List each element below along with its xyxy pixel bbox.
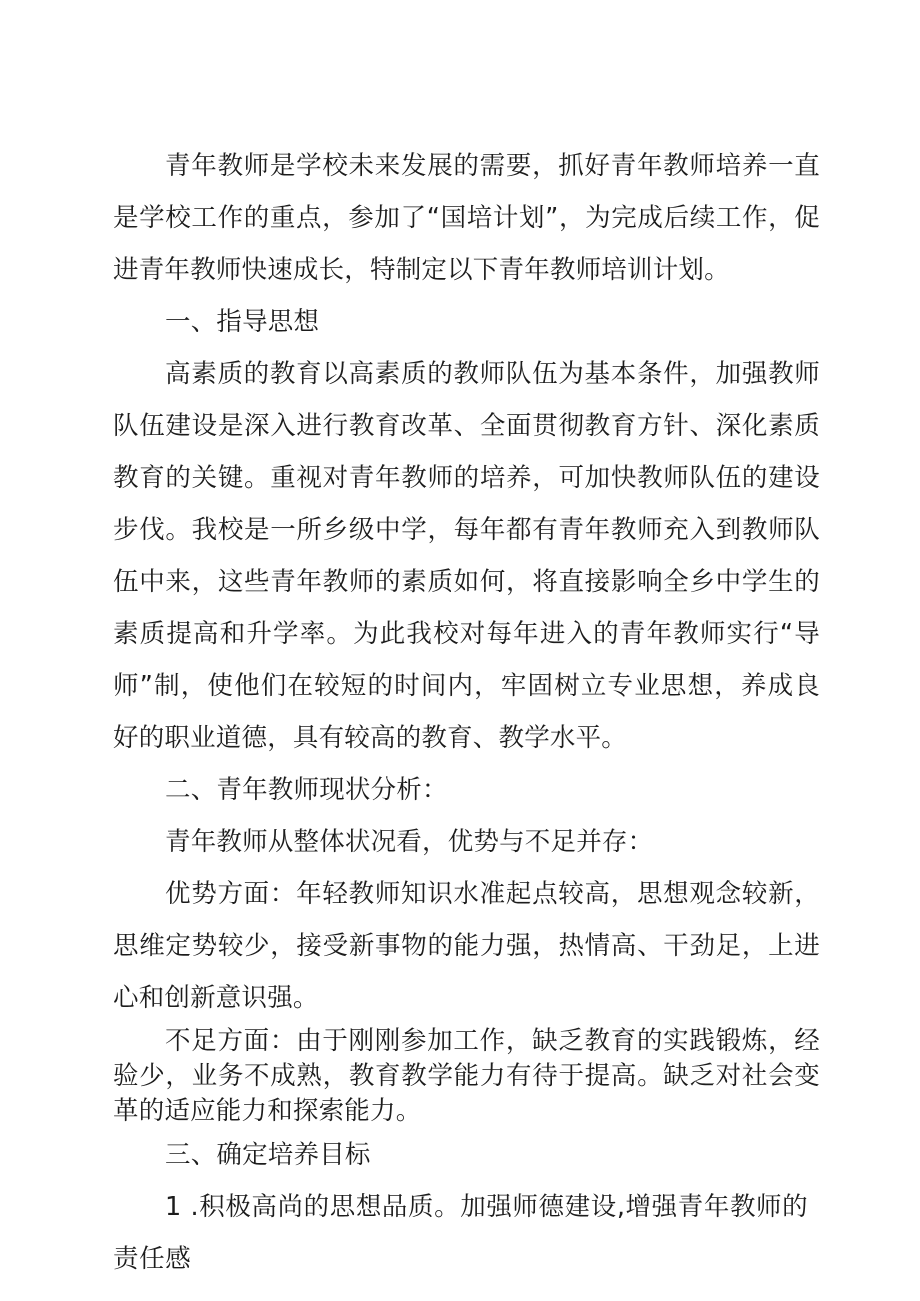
section-heading-one: 一、指导思想	[165, 307, 320, 337]
document-text-body	[113, 140, 820, 1285]
paragraph-intro: 青年教师是学校未来发展的需要，抓好青年教师培养一直是学校工作的重点，参加了“国培计划”，为完成后续工作，促进青年教师快速成长，特制定以下青年教师培训计划。	[113, 151, 820, 285]
paragraph-disadvantages: 不足方面：由于刚刚参加工作，缺乏教育的实践锻炼，经验少，业务不成熟，教育教学能力有待于提高。缺乏对社会变革的适应能力和探索能力。	[113, 1026, 820, 1126]
section-heading-three: 三、确定培养目标	[165, 1140, 371, 1170]
section-one-body: 高素质的教育以高素质的教师队伍为基本条件，加强教师队伍建设是深入进行教育改革、全面贯彻教育方针、深化素质教育的关键。重视对青年教师的培养，可加快教师队伍的建设步伐。我校是一所乡级中学，每年都有青年教师充入到教师队伍中来，这些青年教师的素质如何，将直接影响全乡中学生的素质提高和升学率。为此我校对每年进入的青年教师实行“导师”制，使他们在较短的时间内，牢固树立专业思想，养成良好的职业道德，具有较高的教育、教学水平。	[113, 359, 820, 753]
paragraph-advantages: 优势方面：年轻教师知识水准起点较高，思想观念较新，思维定势较少，接受新事物的能力强，热情高、干劲足，上进心和创新意识强。	[113, 879, 820, 1013]
section-heading-two: 二、青年教师现状分析：	[165, 775, 448, 805]
goal-item-one: 1 .积极高尚的思想品质。加强师德建设,增强青年教师的责任感	[113, 1192, 809, 1274]
section-two-intro: 青年教师从整体状况看，优势与不足并存：	[165, 827, 654, 857]
